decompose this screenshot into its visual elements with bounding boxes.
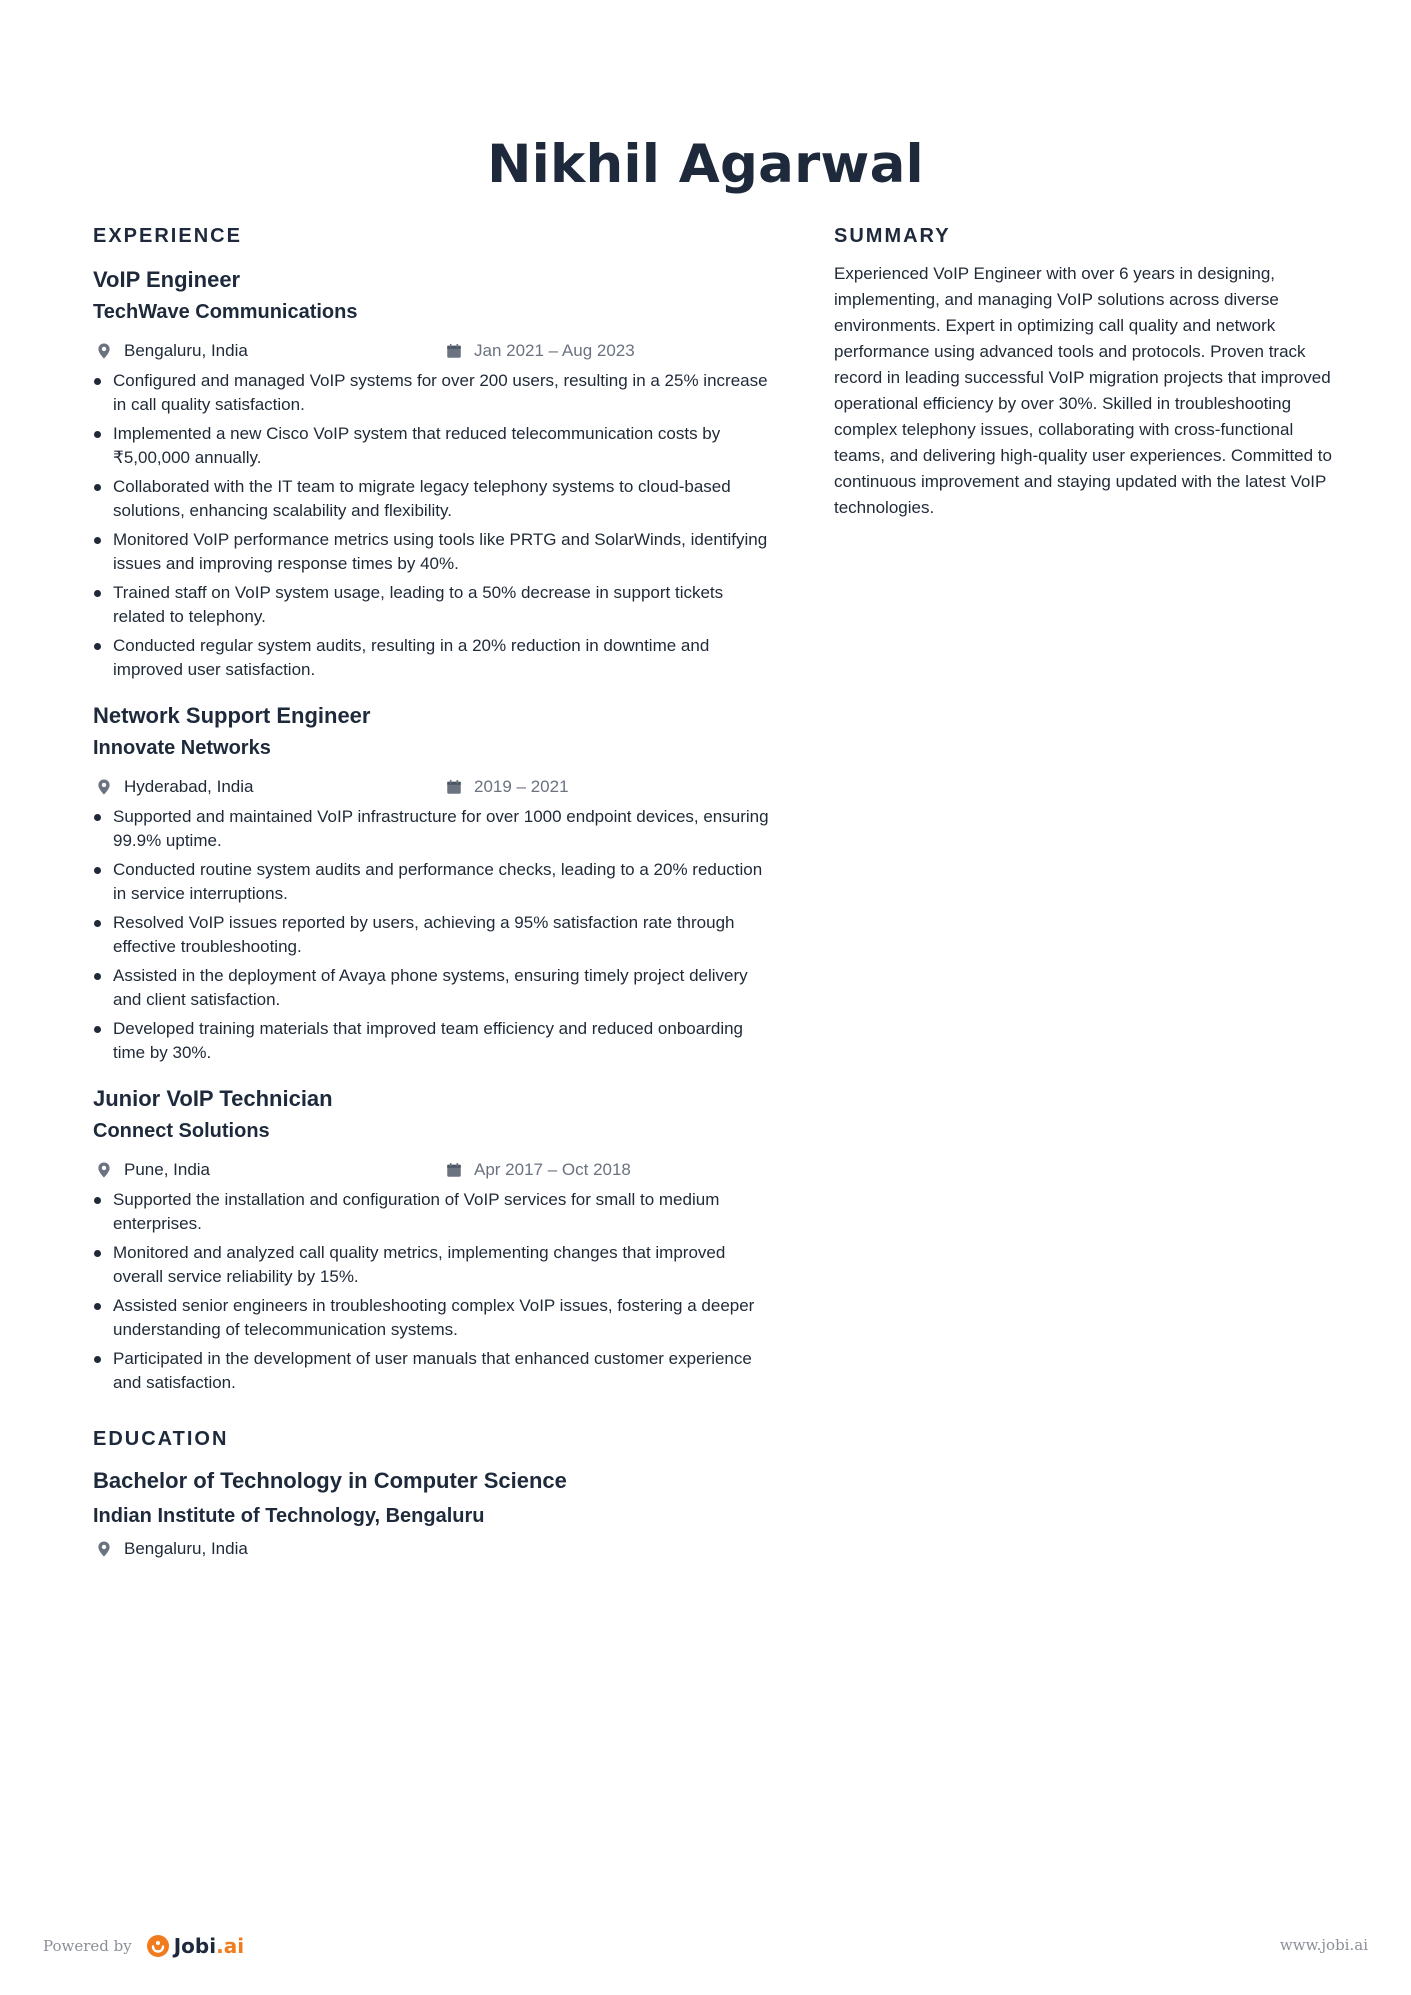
bullet-dot: [94, 1356, 101, 1363]
footer-branding: [43, 1934, 244, 1958]
list-item: [93, 964, 773, 1011]
candidate-name: Nikhil Agarwal: [487, 134, 924, 195]
bullet-text: Monitored VoIP performance metrics using tools like PRTG and SolarWinds, identifying issues and improving response times by 40%.: [113, 530, 768, 573]
list-item: [93, 422, 773, 469]
job-company: Innovate Networks: [93, 737, 271, 759]
job-title: Junior VoIP Technician: [93, 1086, 333, 1111]
list-item: [93, 528, 773, 575]
list-item: [93, 475, 773, 522]
job-entry: [93, 1084, 773, 1394]
list-item: [93, 1347, 773, 1394]
bullet-dot: [94, 1303, 101, 1310]
job-location: [93, 773, 253, 801]
list-item: [93, 1294, 773, 1341]
bullet-text: Conducted regular system audits, resulting in a 20% reduction in downtime and improved user satisfaction.: [113, 636, 710, 679]
job-location-text: Pune, India: [124, 1160, 211, 1179]
bullet-text: Monitored and analyzed call quality metrics, implementing changes that improved overall service reliability by 15%.: [113, 1243, 726, 1286]
bullet-text: Configured and managed VoIP systems for over 200 users, resulting in a 25% increase in call quality satisfaction.: [113, 371, 768, 414]
calendar-icon: [445, 342, 463, 360]
calendar-icon: [445, 778, 463, 796]
list-item: [93, 1188, 773, 1235]
job-company: Connect Solutions: [93, 1120, 270, 1142]
calendar-icon: [445, 1161, 463, 1179]
bullet-dot: [94, 643, 101, 650]
job-entry: [93, 701, 773, 1064]
list-item: [93, 858, 773, 905]
job-bullets: [93, 805, 773, 1064]
bullet-text: Trained staff on VoIP system usage, leading to a 50% decrease in support tickets related to telephony.: [113, 583, 724, 626]
job-dates-text: Apr 2017 – Oct 2018: [474, 1160, 631, 1179]
experience-list: [93, 265, 773, 1394]
job-dates: [443, 1156, 631, 1184]
bullet-dot: [94, 537, 101, 544]
education-meta: [93, 1535, 773, 1563]
map-pin-icon: [95, 778, 113, 796]
bullet-dot: [94, 1026, 101, 1033]
right-column: [834, 221, 1334, 521]
bullet-text: Conducted routine system audits and performance checks, leading to a 20% reduction in service interruptions.: [113, 860, 763, 903]
bullet-text: Supported the installation and configuration of VoIP services for small to medium enterprises.: [113, 1190, 720, 1233]
job-meta: [93, 773, 773, 801]
job-dates-text: 2019 – 2021: [474, 777, 569, 796]
bullet-text: Assisted in the deployment of Avaya phone systems, ensuring timely project delivery and client satisfaction.: [113, 966, 748, 1009]
list-item: [93, 581, 773, 628]
education-location: [93, 1535, 248, 1563]
education-school: Indian Institute of Technology, Bengaluru: [93, 1505, 485, 1527]
education-degree: Bachelor of Technology in Computer Science: [93, 1468, 567, 1493]
job-meta: [93, 337, 773, 365]
bullet-dot: [94, 484, 101, 491]
bullet-dot: [94, 431, 101, 438]
job-company: TechWave Communications: [93, 301, 358, 323]
list-item: [93, 1017, 773, 1064]
bullet-dot: [94, 590, 101, 597]
bullet-dot: [94, 920, 101, 927]
job-title: Network Support Engineer: [93, 703, 371, 728]
map-pin-icon: [95, 1161, 113, 1179]
job-location-text: Bengaluru, India: [124, 341, 248, 360]
education-heading: EDUCATION: [93, 1428, 229, 1450]
left-column: [93, 221, 773, 1563]
job-location: [93, 1156, 210, 1184]
list-item: [93, 1241, 773, 1288]
bullet-text: Assisted senior engineers in troubleshooting complex VoIP issues, fostering a deeper understanding of telecommunication systems.: [113, 1296, 755, 1339]
bullet-dot: [94, 1197, 101, 1204]
bullet-text: Developed training materials that improved team efficiency and reduced onboarding time by 30%.: [113, 1019, 744, 1062]
job-dates-text: Jan 2021 – Aug 2023: [474, 341, 635, 360]
list-item: [93, 369, 773, 416]
map-pin-icon: [95, 1540, 113, 1558]
bullet-text: Participated in the development of user manuals that enhanced customer experience and satisfaction.: [113, 1349, 752, 1392]
list-item: [93, 634, 773, 681]
bullet-text: Implemented a new Cisco VoIP system that reduced telecommunication costs by ₹5,00,000 annually.: [113, 424, 721, 467]
summary-heading: SUMMARY: [834, 225, 951, 247]
bullet-dot: [94, 867, 101, 874]
job-entry: [93, 265, 773, 681]
experience-heading: EXPERIENCE: [93, 225, 242, 247]
job-location: [93, 337, 248, 365]
job-bullets: [93, 369, 773, 681]
job-location-text: Hyderabad, India: [124, 777, 254, 796]
job-title: VoIP Engineer: [93, 267, 241, 292]
education-section: [93, 1424, 773, 1563]
job-dates: [443, 773, 569, 801]
job-dates: [443, 337, 635, 365]
bullet-text: Supported and maintained VoIP infrastructure for over 1000 endpoint devices, ensuring 99.9% uptime.: [113, 807, 769, 850]
job-bullets: [93, 1188, 773, 1394]
map-pin-icon: [95, 342, 113, 360]
powered-by-text: Powered by: [43, 1937, 132, 1955]
education-location-text: Bengaluru, India: [124, 1539, 248, 1558]
list-item: [93, 805, 773, 852]
footer-url[interactable]: www.jobi.ai: [1279, 1936, 1368, 1954]
bullet-text: Resolved VoIP issues reported by users, achieving a 95% satisfaction rate through effective troubleshooting.: [113, 913, 735, 956]
bullet-dot: [94, 814, 101, 821]
bullet-dot: [94, 973, 101, 980]
logo-name: Jobi: [173, 1934, 217, 1958]
logo-suffix: .ai: [216, 1934, 245, 1958]
summary-text: Experienced VoIP Engineer with over 6 years in designing, implementing, and managing VoIP solutions across diverse environments. Expert in optimizing call quality and network performance using advanced tools and protocols. Proven track record in leading successful VoIP migration projects that improved operational efficiency by over 30%. Skilled in troubleshooting complex telephony issues, collaborating with cross-functional teams, and delivering high-quality user experiences. Committed to continuous improvement and staying updated with the latest VoIP technologies.: [834, 264, 1332, 517]
job-meta: [93, 1156, 773, 1184]
jobi-logo[interactable]: [146, 1934, 244, 1958]
bullet-dot: [94, 378, 101, 385]
bullet-text: Collaborated with the IT team to migrate legacy telephony systems to cloud-based solutions, enhancing scalability and flexibility.: [113, 477, 731, 520]
jobi-logo-icon: [146, 1934, 170, 1958]
list-item: [93, 911, 773, 958]
bullet-dot: [94, 1250, 101, 1257]
